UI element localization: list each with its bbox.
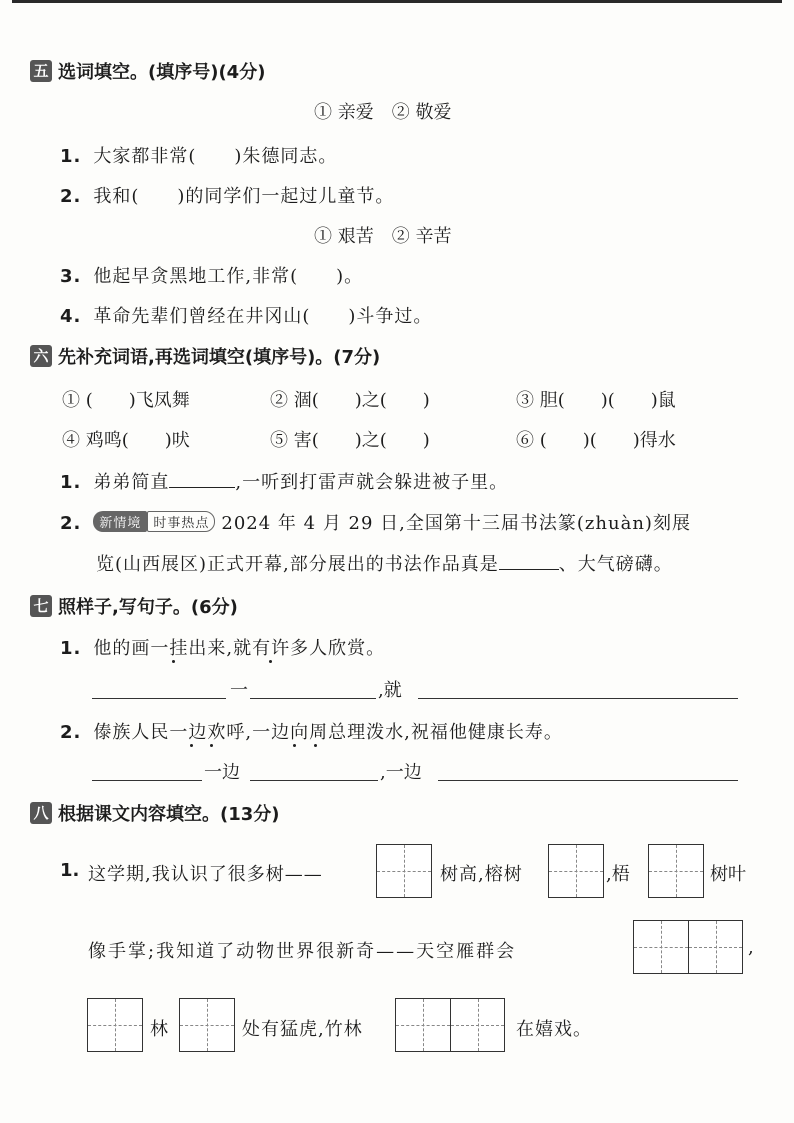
fill-text: 像手掌;我知道了动物世界很新奇——天空雁群会 bbox=[88, 941, 517, 962]
answer-line[interactable] bbox=[250, 779, 378, 781]
section-badge: 六 bbox=[30, 345, 52, 367]
tian-grid-cell[interactable] bbox=[88, 999, 142, 1051]
question-number: 1. bbox=[60, 146, 82, 167]
tian-grid-cell[interactable] bbox=[180, 999, 234, 1051]
answer-line[interactable] bbox=[92, 697, 226, 699]
section-title: 选词填空。(填序号)(4分) bbox=[58, 62, 266, 83]
question-line bbox=[60, 142, 337, 168]
section-title: 根据课文内容填空。(13分) bbox=[58, 804, 280, 825]
answer-line[interactable] bbox=[438, 779, 738, 781]
question-text: 他的画一挂出来,就有许多人欣赏。 bbox=[93, 638, 386, 659]
section-title: 照样子,写句子。(6分) bbox=[58, 597, 238, 618]
question-number: 1. bbox=[60, 472, 82, 493]
question-number-text: 1. bbox=[60, 860, 80, 881]
tian-grid-box[interactable] bbox=[179, 998, 235, 1052]
tian-grid-cell[interactable] bbox=[688, 921, 742, 973]
question-text: 傣族人民一边欢呼,一边向周总理泼水,祝福他健康长寿。 bbox=[93, 722, 563, 743]
pattern-word: ,一边 bbox=[380, 762, 422, 783]
question-number: 2. bbox=[60, 186, 82, 207]
tian-grid-cell[interactable] bbox=[549, 845, 603, 897]
idiom-option-4[interactable]: ④ 鸡鸣( )吠 bbox=[62, 430, 190, 451]
question-text: 览(山西展区)正式开幕,部分展出的书法作品真是 bbox=[96, 554, 499, 575]
fill-text: 处有猛虎,竹林 bbox=[242, 1019, 363, 1040]
tian-grid-cell[interactable] bbox=[450, 999, 504, 1051]
section-badge: 七 bbox=[30, 595, 52, 617]
question-line bbox=[60, 468, 508, 494]
question-line bbox=[60, 302, 432, 328]
hot-topic-tag: 时事热点 bbox=[147, 511, 215, 532]
word-options-2: ① 艰苦 ② 辛苦 bbox=[314, 226, 452, 247]
question-number: 2. bbox=[60, 722, 82, 743]
question-text[interactable]: 我和( )的同学们一起过儿童节。 bbox=[93, 186, 395, 207]
emphasis-dot bbox=[314, 744, 317, 747]
question-line bbox=[60, 634, 385, 660]
pattern-word: 一 bbox=[230, 680, 248, 701]
question-text[interactable]: 革命先辈们曾经在井冈山( )斗争过。 bbox=[93, 306, 433, 327]
fill-text: 这学期,我认识了很多树—— bbox=[88, 864, 323, 885]
answer-line[interactable] bbox=[92, 779, 202, 781]
fill-text: 林 bbox=[150, 1019, 168, 1040]
emphasis-dot bbox=[190, 744, 193, 747]
question-number: 2. bbox=[60, 513, 82, 534]
question-text: 2024 年 4 月 29 日,全国第十三届书法篆(zhuàn)刻展 bbox=[221, 513, 691, 534]
section-7-header bbox=[30, 593, 238, 619]
question-line bbox=[60, 509, 691, 535]
idiom-option-3[interactable]: ③ 胆( )( )鼠 bbox=[516, 390, 676, 411]
emphasis-dot bbox=[269, 660, 272, 663]
question-number: 3. bbox=[60, 266, 82, 287]
question-number: 4. bbox=[60, 306, 82, 327]
fill-text: , bbox=[748, 937, 754, 958]
word-options-1: ① 亲爱 ② 敬爱 bbox=[314, 102, 452, 123]
emphasis-dot bbox=[172, 660, 175, 663]
question-text: ,一听到打雷声就会躲进被子里。 bbox=[235, 472, 509, 493]
tian-grid-box[interactable] bbox=[87, 998, 143, 1052]
tian-grid-cell[interactable] bbox=[377, 845, 431, 897]
idiom-option-2[interactable]: ② 涸( )之( ) bbox=[270, 390, 430, 411]
answer-blank[interactable] bbox=[169, 469, 235, 488]
idiom-option-5[interactable]: ⑤ 害( )之( ) bbox=[270, 430, 430, 451]
question-text: 弟弟简直 bbox=[93, 472, 170, 493]
answer-line[interactable] bbox=[418, 697, 738, 699]
fill-text: 树叶 bbox=[710, 864, 746, 885]
section-badge: 五 bbox=[30, 60, 52, 82]
tian-grid-box[interactable] bbox=[548, 844, 604, 898]
fill-text: 在嬉戏。 bbox=[516, 1019, 592, 1040]
answer-blank[interactable] bbox=[499, 551, 559, 570]
pattern-word: 一边 bbox=[204, 762, 240, 783]
question-number bbox=[60, 860, 91, 881]
question-line-continued bbox=[96, 550, 673, 576]
section-8-header bbox=[30, 800, 280, 826]
idiom-option-1[interactable]: ① ( )飞凤舞 bbox=[62, 390, 190, 411]
question-text[interactable]: 大家都非常( )朱德同志。 bbox=[93, 146, 338, 167]
section-title: 先补充词语,再选词填空(填序号)。(7分) bbox=[58, 347, 381, 368]
tian-grid-box[interactable] bbox=[633, 920, 743, 974]
emphasis-dot bbox=[293, 744, 296, 747]
tian-grid-cell[interactable] bbox=[634, 921, 688, 973]
emphasis-dot bbox=[210, 744, 213, 747]
pattern-word: ,就 bbox=[378, 680, 402, 701]
question-text: 、大气磅礴。 bbox=[558, 554, 673, 575]
question-line bbox=[60, 182, 394, 208]
answer-line[interactable] bbox=[250, 697, 376, 699]
tian-grid-cell[interactable] bbox=[649, 845, 703, 897]
top-border-line bbox=[12, 0, 782, 9]
section-badge: 八 bbox=[30, 802, 52, 824]
section-6-header bbox=[30, 343, 380, 369]
question-line bbox=[60, 262, 363, 288]
question-line bbox=[60, 718, 563, 744]
section-5-header bbox=[30, 58, 265, 84]
question-number: 1. bbox=[60, 638, 82, 659]
question-text[interactable]: 他起早贪黑地工作,非常( )。 bbox=[93, 266, 364, 287]
fill-text: ,梧 bbox=[606, 864, 630, 885]
tian-grid-box[interactable] bbox=[395, 998, 505, 1052]
fill-text: 树高,榕树 bbox=[440, 864, 523, 885]
tian-grid-box[interactable] bbox=[376, 844, 432, 898]
idiom-option-6[interactable]: ⑥ ( )( )得水 bbox=[516, 430, 676, 451]
tian-grid-box[interactable] bbox=[648, 844, 704, 898]
new-context-tag: 新情境 bbox=[93, 511, 147, 532]
tian-grid-cell[interactable] bbox=[396, 999, 450, 1051]
